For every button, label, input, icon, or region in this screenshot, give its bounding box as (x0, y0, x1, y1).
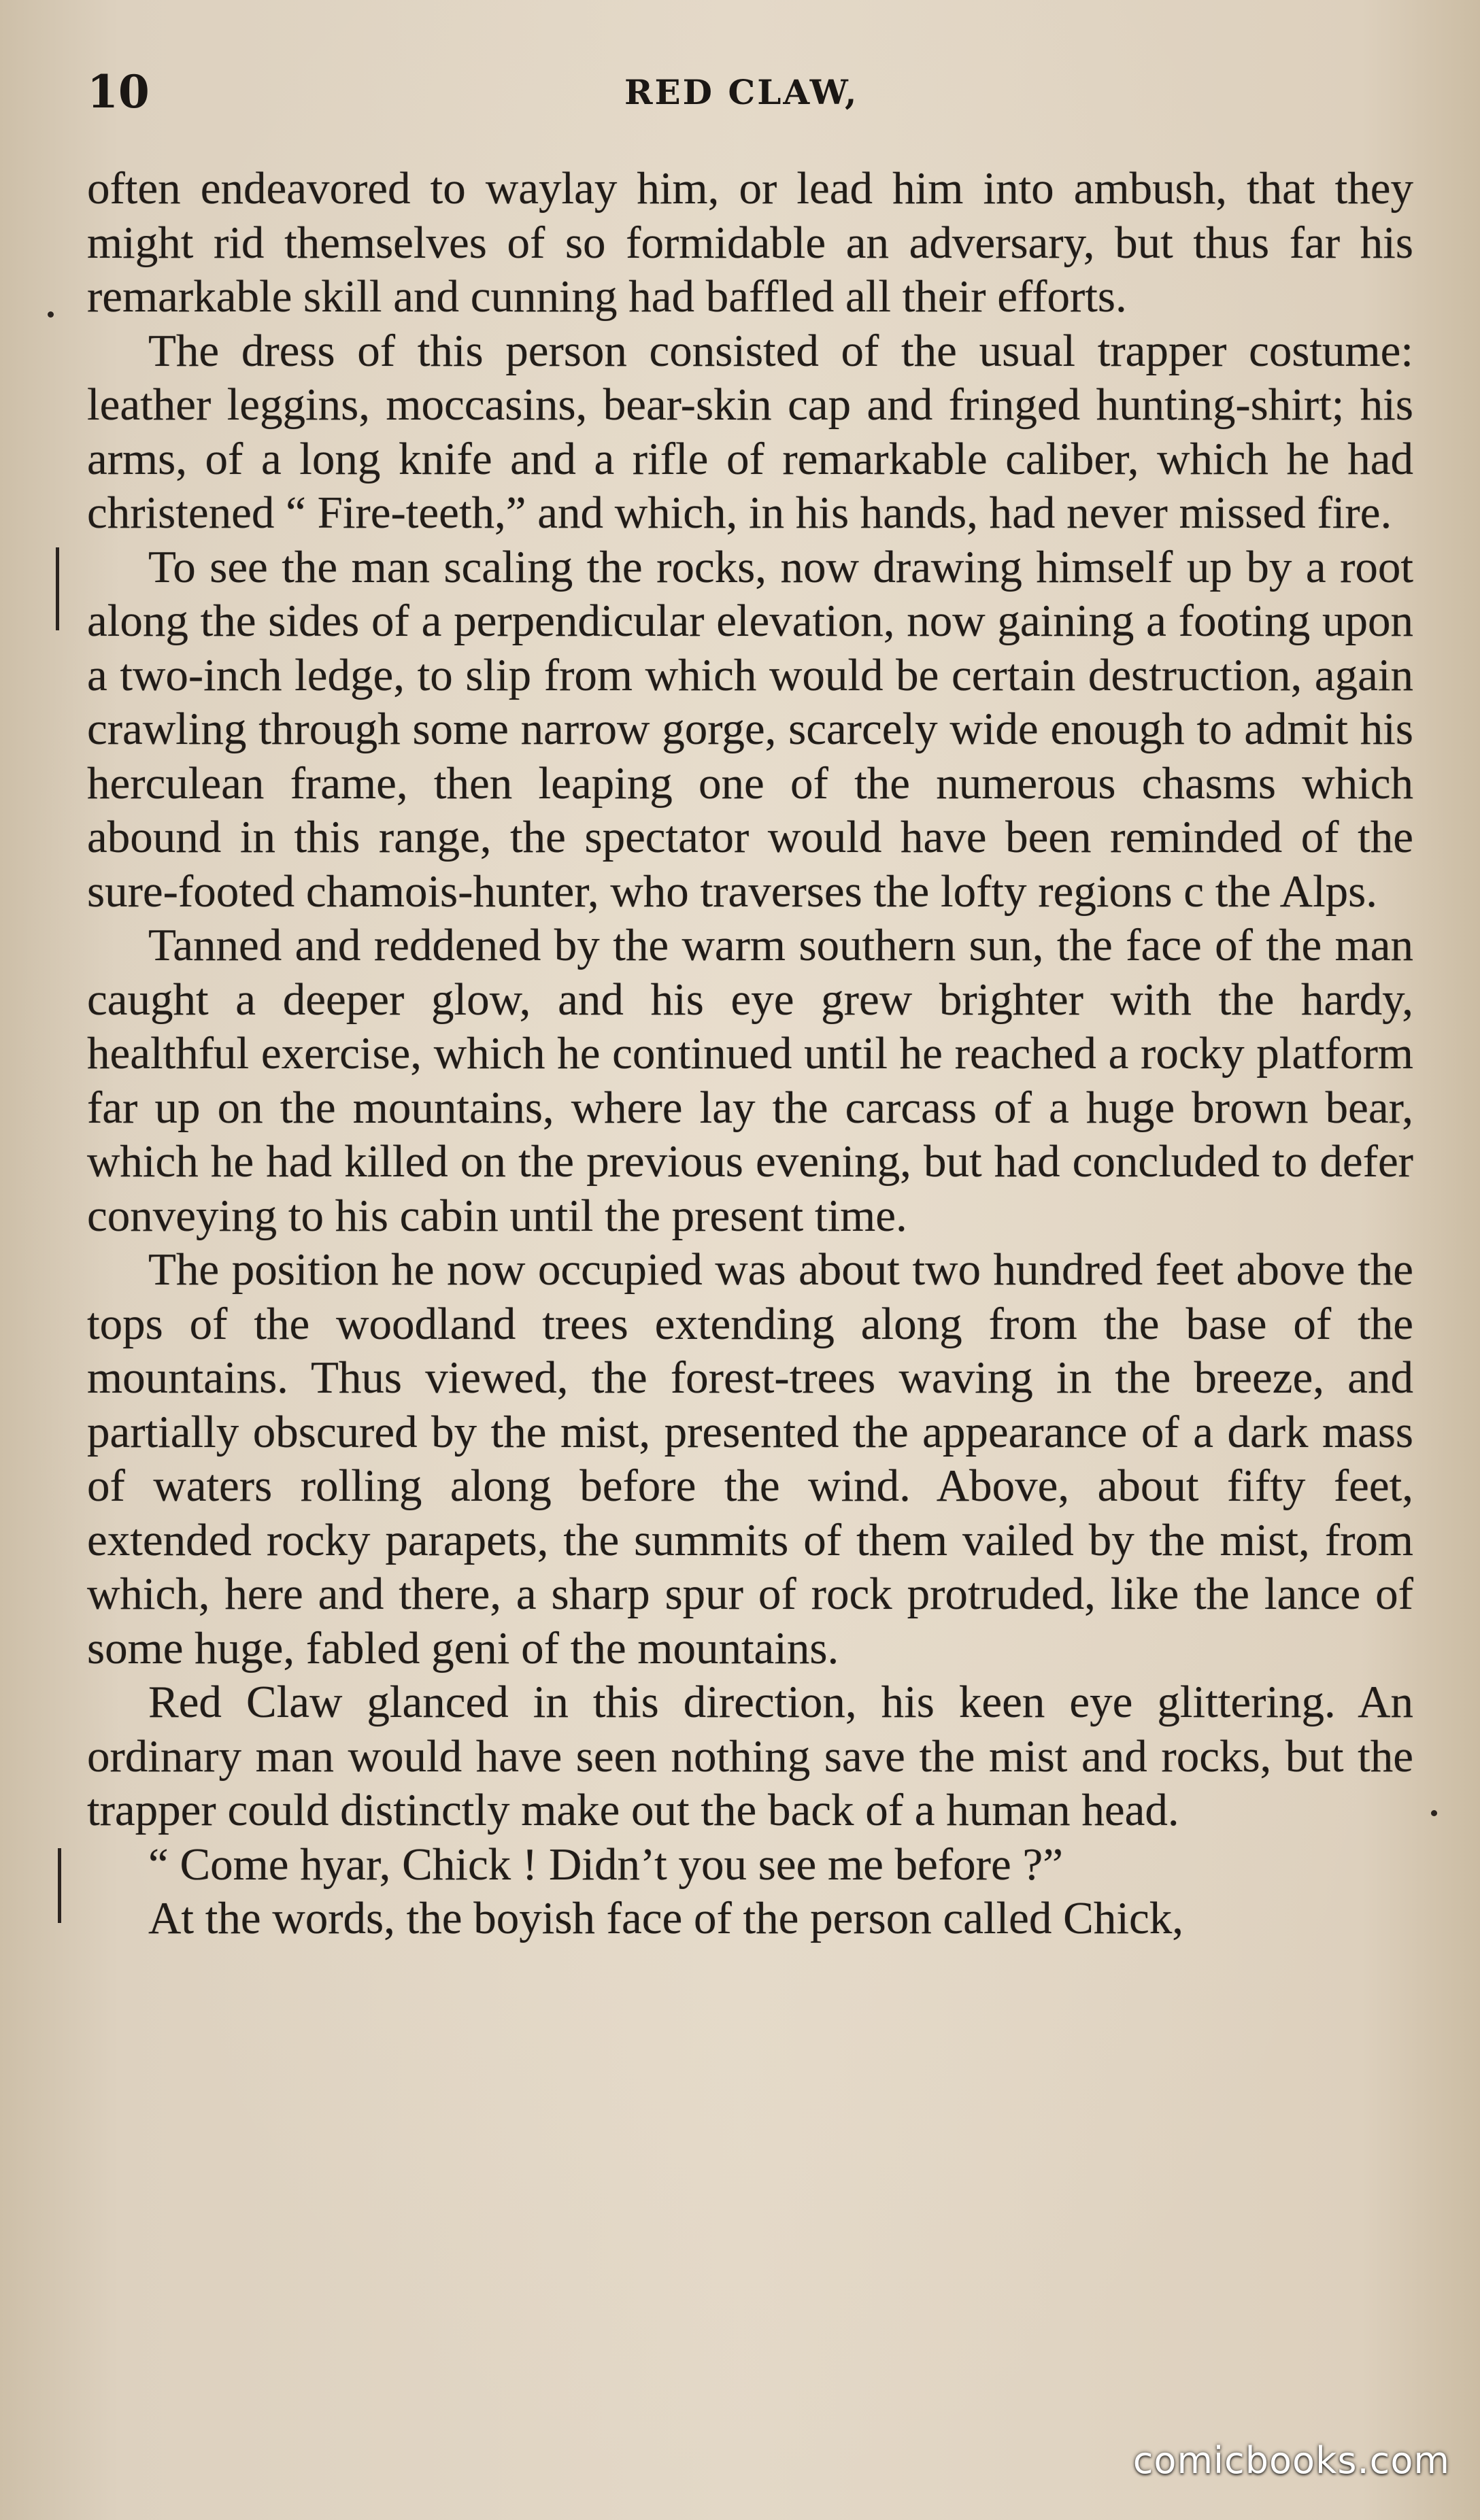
paragraph-tanned: Tanned and reddened by the warm southern sun, the face of the man caught a deeper glow, and his eye grew brighter with the hardy, healthful exercise, which he continued until he reached a rocky platform far up on the mountains, where lay the carcass of a huge brown bear, which he had killed on the previous evening, but had concluded to defer conveying to his cabin until the present time. (87, 920, 1413, 1241)
paragraph-dress: The dress of this person consisted of the usual trapper costume: leather leggins, moccasins, bear-skin cap and fringed hunting-shirt; his arms, of a long knife and a rifle of remarkable caliber, which he had christened “ Fire-teeth,” and which, in his hands, had never missed fire. (87, 325, 1413, 538)
running-header (87, 65, 1413, 126)
paragraph-at-the-words: At the words, the boyish face of the person called Chick, (148, 1893, 1183, 1943)
margin-mark (58, 1848, 61, 1923)
paragraph-position: The position he now occupied was about two hundred feet above the tops of the woodland trees extending along from the base of the mountains. Thus viewed, the forest-trees waving in the breeze, and partially obscured by the mist, presented the appearance of a dark mass of waters rolling along before the wind. Above, about fifty feet, extended rocky parapets, the summits of them vailed by the mist, from which, here and there, a sharp spur of rock protruded, like the lance of some huge, fabled geni of the mountains. (87, 1244, 1413, 1673)
paragraph-red-claw-glanced: Red Claw glanced in this direction, his keen eye glittering. An ordinary man would have seen nothing save the mist and rocks, but the trapper could distinctly make out the back of a human head. (87, 1677, 1413, 1835)
watermark: comicbooks.com (1132, 2439, 1450, 2482)
ink-speck (1431, 1810, 1437, 1816)
page-number: 10 (87, 65, 150, 118)
body-text (87, 162, 1413, 1946)
paragraph-continuation: often endeavored to waylay him, or lead him into ambush, that they might rid themselves of so formidable an adversary, but thus far his remarkable skill and cunning had baffled all their efforts. (87, 163, 1413, 322)
paragraph-dialogue: “ Come hyar, Chick ! Didn’t you see me before ?” (148, 1839, 1063, 1890)
running-title: RED CLAW, (624, 72, 859, 112)
margin-mark (56, 547, 59, 630)
paragraph-scaling-rocks: To see the man scaling the rocks, now drawing himself up by a root along the sides of a perpendicular elevation, now gaining a footing upon a two-inch ledge, to slip from which would be certain destruction, again crawling through some narrow gorge, scarcely wide enough to admit his herculean frame, then leaping one of the numerous chasms which abound in this range, the spectator would have been reminded of the sure-footed chamois-hunter, who traverses the lofty regions c the Alps. (87, 541, 1413, 917)
ink-speck (48, 311, 54, 318)
